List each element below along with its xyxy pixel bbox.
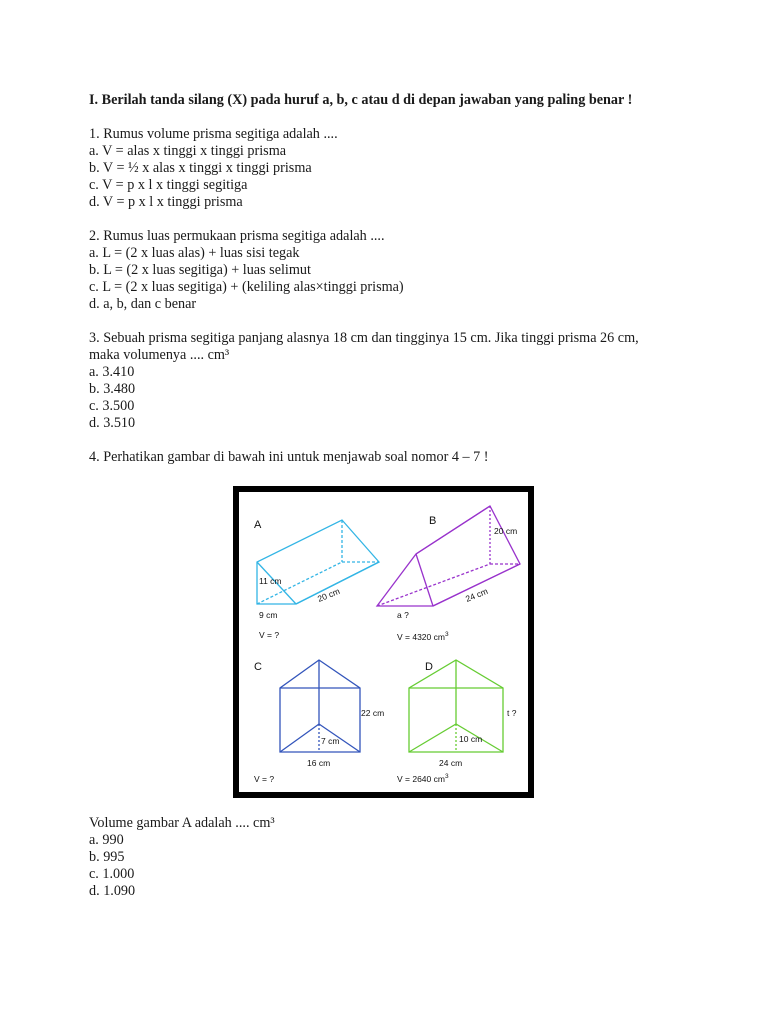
prism-d-shape	[409, 660, 503, 752]
prism-a	[254, 519, 379, 640]
worksheet	[89, 92, 689, 466]
prism-b	[377, 506, 520, 642]
prism-a-label: A	[254, 519, 262, 531]
option-c[interactable]: c. 1.000	[89, 866, 135, 882]
prism-figure	[233, 486, 534, 798]
question-stem: 4. Perhatikan gambar di bawah ini untuk menjawab soal nomor 4 – 7 !	[89, 449, 489, 465]
option-d[interactable]: d. V = p x l x tinggi prisma	[89, 194, 243, 210]
option-a[interactable]: a. L = (2 x luas alas) + luas sisi tegak	[89, 245, 300, 261]
prism-a-height: 11 cm	[259, 576, 282, 586]
question-stem: 2. Rumus luas permukaan prisma segitiga adalah ....	[89, 228, 385, 244]
question-3	[89, 330, 689, 432]
question-2	[89, 228, 689, 313]
prism-c-tri-height: 7 cm	[321, 736, 340, 746]
option-b[interactable]: b. L = (2 x luas segitiga) + luas selimut	[89, 262, 311, 278]
question-4	[89, 449, 689, 466]
prism-d-tri-height: 10 cm	[459, 734, 483, 744]
prism-c	[254, 660, 384, 784]
prism-c-label: C	[254, 661, 262, 673]
option-d[interactable]: d. 1.090	[89, 883, 136, 899]
option-d[interactable]: d. 3.510	[89, 415, 136, 431]
prism-c-base: 16 cm	[307, 758, 331, 768]
prism-d-label: D	[425, 661, 433, 673]
instruction-heading: I. Berilah tanda silang (X) pada huruf a, b, c atau d di depan jawaban yang paling benar !	[89, 92, 633, 108]
prism-b-length: 24 cm	[464, 585, 490, 604]
question-stem: Volume gambar A adalah .... cm³	[89, 815, 275, 831]
prism-c-height: 22 cm	[361, 708, 385, 718]
prism-d-volume-value: V = 2640 cm	[397, 774, 445, 784]
prism-b-volume-value: V = 4320 cm	[397, 632, 445, 642]
prism-d-base: 24 cm	[439, 758, 463, 768]
prism-b-base: a ?	[397, 610, 409, 620]
prism-c-shape	[280, 660, 360, 752]
option-b[interactable]: b. 995	[89, 849, 125, 865]
question-stem-cont: maka volumenya .... cm³	[89, 347, 230, 363]
option-c[interactable]: c. 3.500	[89, 398, 135, 414]
option-b[interactable]: b. 3.480	[89, 381, 136, 397]
prism-b-shape	[377, 506, 520, 606]
prism-c-volume: V = ?	[254, 774, 275, 784]
prism-b-volume-exp: 3	[444, 631, 449, 638]
prism-b-label: B	[429, 515, 437, 527]
option-c[interactable]: c. L = (2 x luas segitiga) + (keliling alas×tinggi prisma)	[89, 279, 404, 295]
option-a[interactable]: a. V = alas x tinggi x tinggi prisma	[89, 143, 287, 159]
prism-a-volume: V = ?	[259, 630, 280, 640]
prism-a-base: 9 cm	[259, 610, 278, 620]
prism-d-volume-exp: 3	[444, 773, 449, 780]
question-stem: 1. Rumus volume prisma segitiga adalah ....	[89, 126, 338, 142]
followup-question	[89, 815, 275, 900]
prism-d-volume	[397, 773, 449, 784]
prism-diagrams	[239, 492, 528, 792]
prism-b-height: 20 cm	[494, 526, 518, 536]
prism-d-height: t ?	[507, 708, 517, 718]
prism-a-length: 20 cm	[316, 585, 342, 604]
prism-b-volume	[397, 631, 449, 642]
option-a[interactable]: a. 3.410	[89, 364, 135, 380]
option-d[interactable]: d. a, b, dan c benar	[89, 296, 197, 312]
option-a[interactable]: a. 990	[89, 832, 124, 848]
option-b[interactable]: b. V = ½ x alas x tinggi x tinggi prisma	[89, 160, 312, 176]
prism-a-shape	[257, 520, 379, 604]
prism-d	[397, 660, 517, 784]
option-c[interactable]: c. V = p x l x tinggi segitiga	[89, 177, 248, 193]
question-1	[89, 126, 689, 211]
question-stem: 3. Sebuah prisma segitiga panjang alasnya 18 cm dan tingginya 15 cm. Jika tinggi prisma 26 cm,	[89, 330, 639, 346]
